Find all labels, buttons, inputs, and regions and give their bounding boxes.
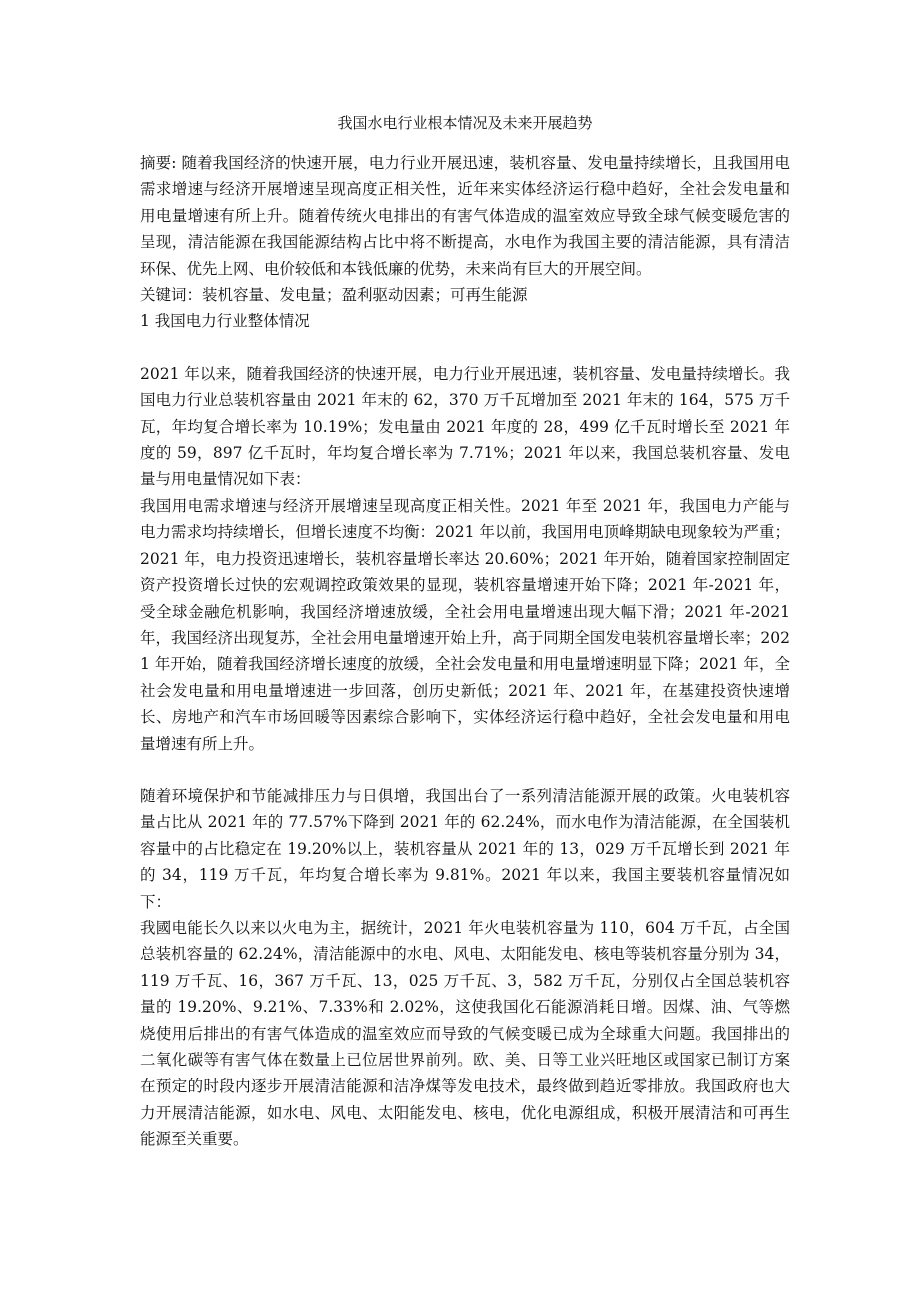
document-page	[140, 110, 790, 1153]
keywords-line: 关键词：装机容量、发电量；盈利驱动因素；可再生能源	[140, 286, 528, 305]
paragraph-spacer	[140, 757, 790, 783]
paragraph-spacer	[140, 335, 790, 361]
abstract-paragraph: 摘要: 随着我国经济的快速开展，电力行业开展迅速，装机容量、发电量持续增长，且我国用电需求增速与经济开展增速呈现高度正相关性，近年来实体经济运行稳中趋好，全社会发电量和用电量增速有所上升。随着传统火电排出的有害气体造成的温室效应导致全球气候变暖危害的呈现，清洁能源在我国能源结构占比中将不断提高，水电作为我国主要的清洁能源，具有清洁环保、优先上网、电价较低和本钱低廉的优势，未来尚有巨大的开展空间。	[140, 154, 790, 278]
body-paragraph-thermal-power: 我國电能长久以来以火电为主，据统计，2021 年火电装机容量为 110，604 万千瓦，占全国总装机容量的 62.24%，清洁能源中的水电、风电、太阳能发电、核电等装机容量分别为 34，119 万千瓦、16，367 万千瓦、13，025 万千瓦、3，582 万千瓦，分别仅占全国总装机容量的 19.20%、9.21%、7.33%和 2.02%，这使我国化石能源消耗日增。因煤、油、气等燃烧使用后排出的有害气体造成的温室效应而导致的气候变暖已成为全球重大问题。我国排出的二氧化碳等有害气体在数量上已位居世界前列。欧、美、日等工业兴旺地区或国家已制订方案在预定的时段内逐步开展清洁能源和洁净煤等发电技术，最终做到趋近零排放。我国政府也大力开展清洁能源，如水电、风电、太阳能发电、核电，优化电源组成，积极开展清洁和可再生能源至关重要。	[140, 918, 790, 1149]
body-paragraph-clean-energy: 随着环境保护和节能减排压力与日俱增，我国出台了一系列清洁能源开展的政策。火电装机容量占比从 2021 年的 77.57%下降到 2021 年的 62.24%，而水电作为清洁能源，在全国装机容量中的占比稳定在 19.20%以上，装机容量从 2021 年的 13，029 万千瓦增长到 2021 年的 34，119 万千瓦，年均复合增长率为 9.81%。2021 年以来，我国主要装机容量情况如下：	[140, 786, 790, 911]
document-title: 我国水电行业根本情况及未来开展趋势	[337, 114, 593, 132]
section-heading: 1 我国电力行业整体情况	[140, 312, 310, 331]
body-paragraph-demand: 我国用电需求增速与经济开展增速呈现高度正相关性。2021 年至 2021 年，我国电力产能与电力需求均持续增长，但增长速度不均衡：2021 年以前，我国用电顶峰期缺电现象较为严重；2021 年，电力投资迅速增长，装机容量增长率达 20.60%；2021 年开始，随着国家控制固定资产投资增长过快的宏观调控政策效果的显现，装机容量增速开始下降；2021 年-2021 年，受全球金融危机影响，我国经济增速放缓，全社会用电量增速出现大幅下滑；2021 年-2021 年，我国经济出现复苏，全社会用电量增速开始上升，高于同期全国发电装机容量增长率；2021 年开始，随着我国经济增长速度的放缓，全社会发电量和用电量增速明显下降；2021 年，全社会发电量和用电量增速进一步回落，创历史新低；2021 年、2021 年，在基建投资快速增长、房地产和汽车市场回暖等因素综合影响下，实体经济运行稳中趋好，全社会发电量和用电量增速有所上升。	[140, 496, 790, 753]
body-paragraph-capacity: 2021 年以来，随着我国经济的快速开展，电力行业开展迅速，装机容量、发电量持续增长。我国电力行业总装机容量由 2021 年末的 62，370 万千瓦增加至 2021 年末的 164，575 万千瓦，年均复合增长率为 10.19%；发电量由 2021 年度的 28，499 亿千瓦时增长至 2021 年度的 59，897 亿千瓦时，年均复合增长率为 7.71%；2021 年以来，我国总装机容量、发电量与用电量情况如下表：	[140, 364, 790, 489]
